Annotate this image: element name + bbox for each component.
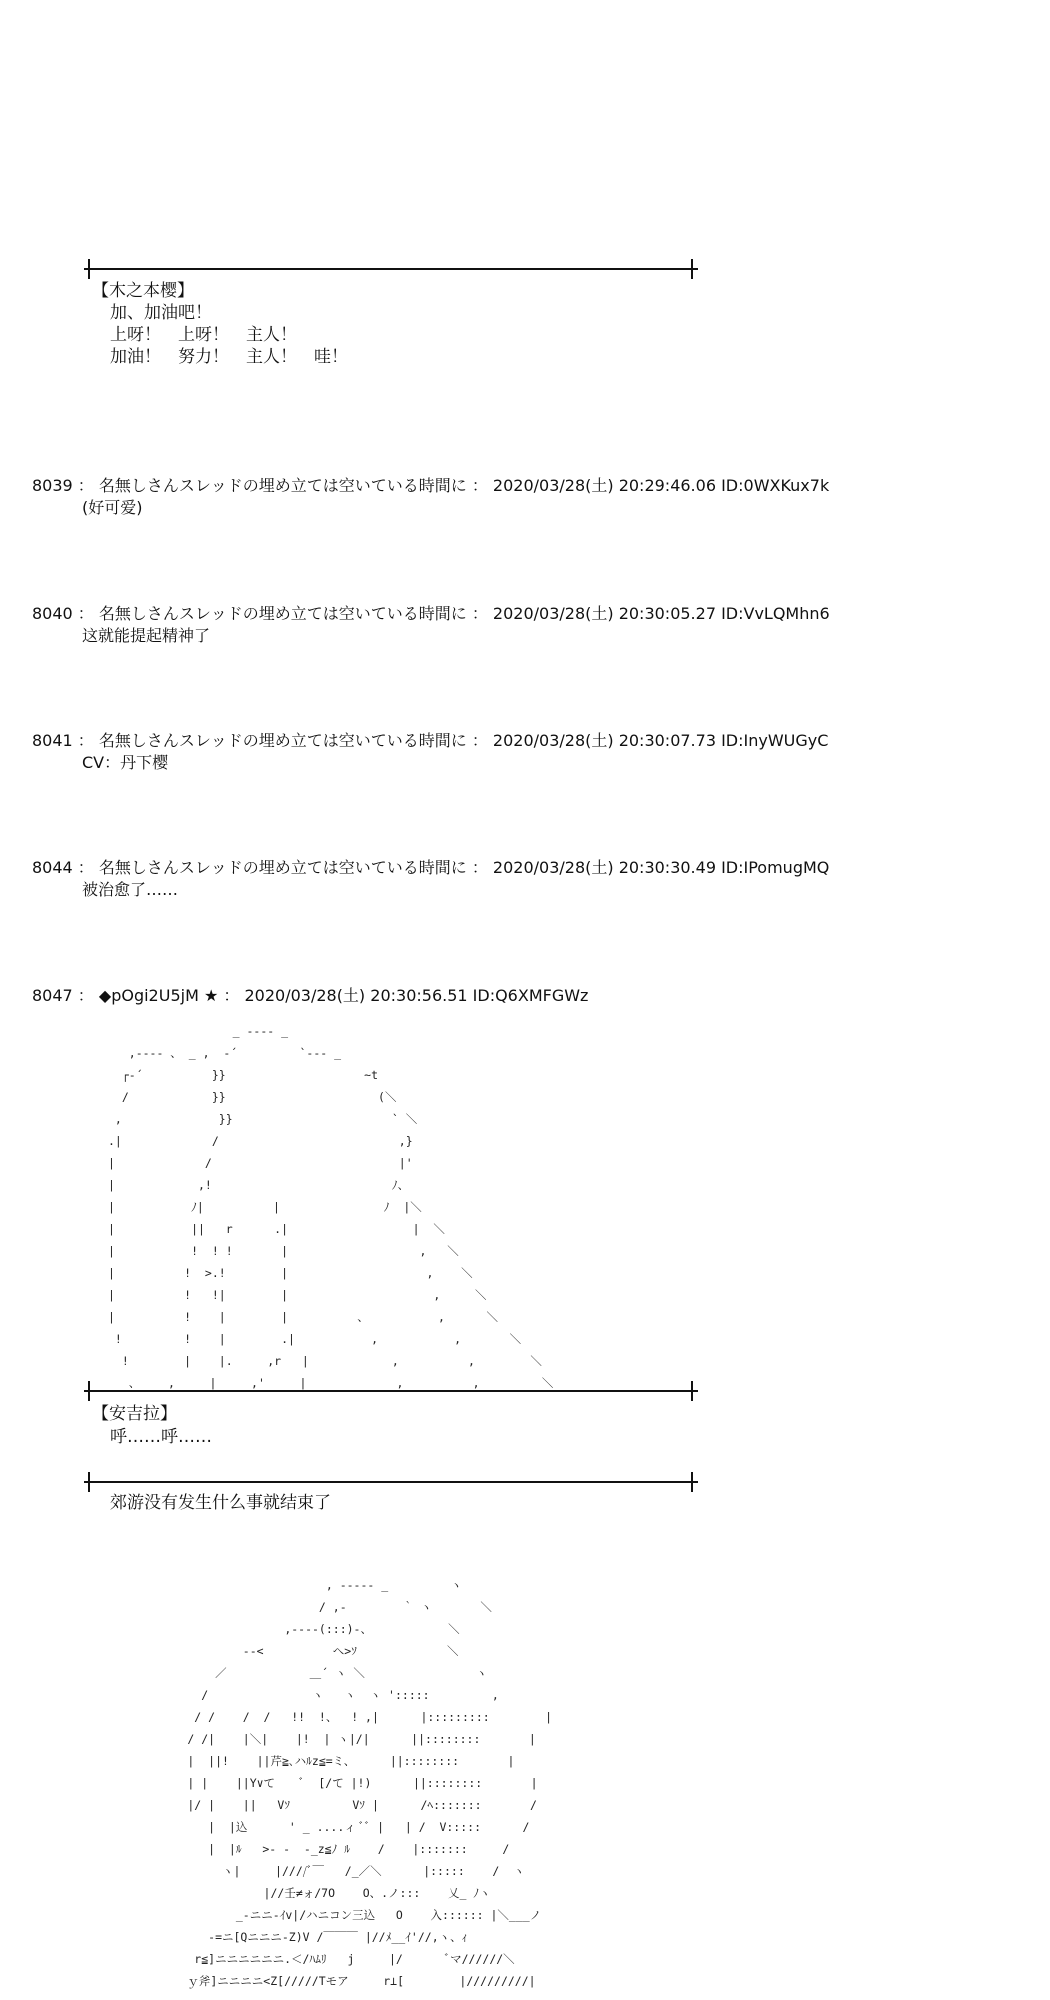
divider-tick-right	[691, 1381, 693, 1401]
dialogue-line: 加油！ 努力！ 主人！ 哇！	[110, 347, 348, 367]
divider-tick-right	[691, 1472, 693, 1492]
ascii-art-character: , ‐‐‐‐‐ _ ヽ / ,- ｀ ヽ ＼ ,-‐‐‐(:::)-、 ＼ --< へ>ｿ ＼ ／ ＿´ ヽ ＼ ヽ / ヽ ヽ ヽ '::::: , / / / / !! !、 ! ,| |::::::::: | / /| |＼| |! | ヽ|/| ||:::::::: | | ||! ||芹≧､ハﾙz≦=ミ、 ||:::::::: | | | ||Y∨て ﾞ [/て |!) ||:::::::: | |/ | || Vｿ Vｿ | /ﾍ::::::: / | |込 ' _ ....ィ ﾞﾞ | | / V::::: / | |ﾙ >‐ - ‐_z≦ﾉ ﾙ / |::::::: / ヽ| |////ﾞ￣ /_／＼ |::::: / ヽ |//壬≠ォ/7O O、.ノ::: 乂_ ﾉヽ _-ニニ-ｲv|/ハニコン三込 O 入:::::: |＼___ノ -=ニ[Qニニニ-Z)V /￣￣￣ |//ﾒ__ｲ'//,ヽ、ｨ r≦]ニニニニニニ.＜/ﾊﾑﾘ j |/ ﾞマ//////＼ ｙ斧]ニニニニ<Z[/////Tモア r⊥[ |/////////|	[187, 1578, 552, 1988]
post-header: 8039 ： 名無しさんスレッドの埋め立ては空いている時間に ： 2020/03/28(土) 20:29:46.06 ID:0WXKux7k	[32, 476, 830, 495]
post-header: 8047 ： ◆pOgi2U5jM ★ ： 2020/03/28(土) 20:30:56.51 ID:Q6XMFGWz	[32, 986, 589, 1005]
divider-line	[84, 1390, 698, 1392]
narration-line: 郊游没有发生什么事就结束了	[110, 1493, 331, 1513]
dialogue-line: 上呀！ 上呀！ 主人！	[110, 325, 297, 345]
ascii-art-figure: _ -‐‐- _ ,-‐-‐ 、 _ , ‐´ `‐‐- _ ┌‐´ }} ~t / }} (＼ , }} ` ＼ .| / ,} | / |' | ,! ﾉ、 | ﾉ| | ﾉ |＼ | || r .| | ＼ | ! ! ! | , ＼ | ! >.! | , ＼ | ! !| | , ＼ | ! | | 、 , ＼ ! ! | .| , , ＼ ! | |. ,r | , , ＼ 、 , | ,' | , , ＼	[108, 1024, 554, 1390]
post-body: CV：丹下樱	[82, 753, 169, 772]
dialogue-line: 加、加油吧！	[110, 303, 212, 323]
post-body: 这就能提起精神了	[82, 626, 211, 645]
divider-tick-left	[88, 1472, 90, 1492]
speaker-name: 【木之本樱】	[92, 281, 194, 301]
post-header: 8044 ： 名無しさんスレッドの埋め立ては空いている時間に ： 2020/03/28(土) 20:30:30.49 ID:IPomugMQ	[32, 858, 830, 877]
post-header: 8041 ： 名無しさんスレッドの埋め立ては空いている時間に ： 2020/03/28(土) 20:30:07.73 ID:InyWUGyC	[32, 731, 829, 750]
post-header: 8040 ： 名無しさんスレッドの埋め立ては空いている時間に ： 2020/03/28(土) 20:30:05.27 ID:VvLQMhn6	[32, 604, 830, 623]
divider-tick-left	[88, 259, 90, 279]
divider-line	[84, 268, 698, 270]
post-body: 被治愈了……	[82, 880, 179, 899]
speaker-name: 【安吉拉】	[92, 1404, 177, 1424]
post-body: (好可爱)	[82, 498, 143, 517]
divider-tick-right	[691, 259, 693, 279]
divider-tick-left	[88, 1381, 90, 1401]
dialogue-line: 呼……呼……	[110, 1427, 212, 1447]
divider-line	[84, 1481, 698, 1483]
